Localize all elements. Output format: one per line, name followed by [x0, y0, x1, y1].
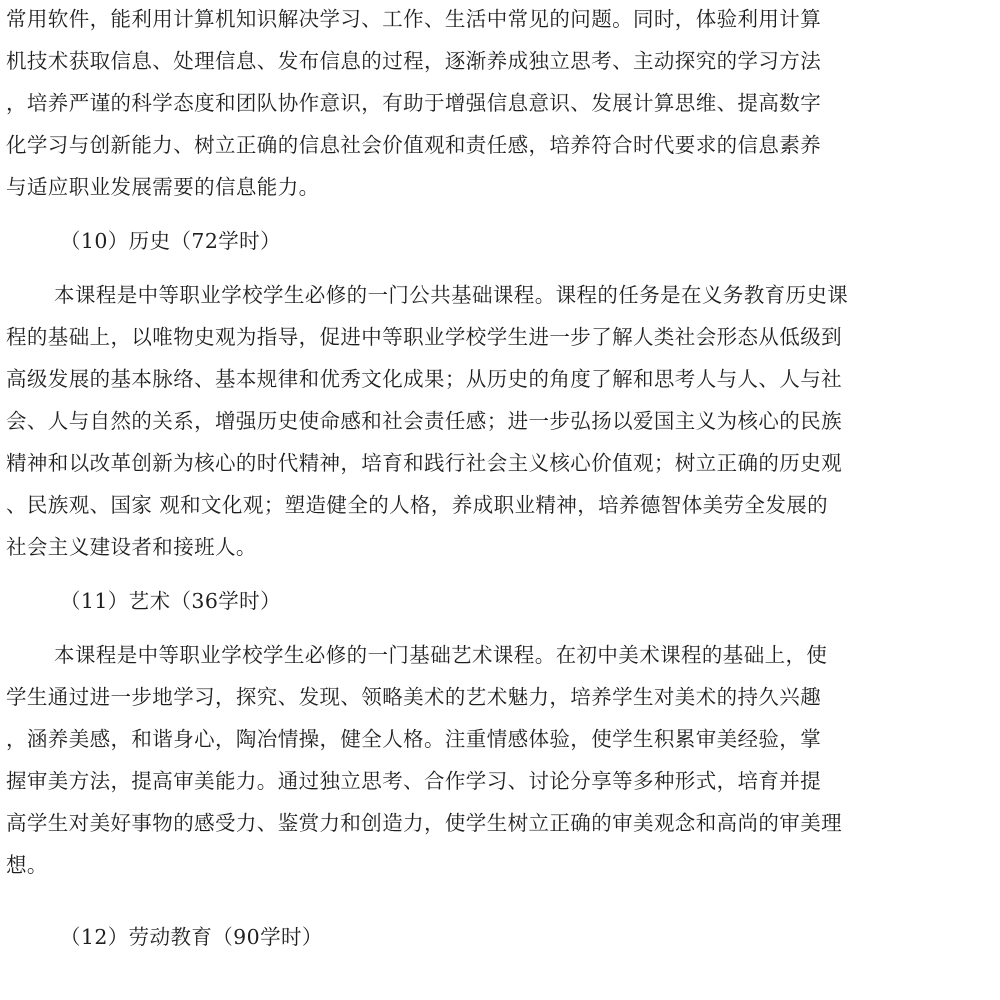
- paragraph-line: ，培养严谨的科学态度和团队协作意识，有助于增强信息意识、发展计算思维、提高数字: [6, 91, 822, 115]
- section-heading-labor-education: （12）劳动教育（90学时）: [60, 925, 323, 949]
- paragraph-line: 想。: [6, 853, 48, 877]
- paragraph-line: 会、人与自然的关系，增强历史使命感和社会责任感；进一步弘扬以爱国主义为核心的民族: [6, 409, 842, 433]
- paragraph-line: 精神和以改革创新为核心的时代精神，培育和践行社会主义核心价值观；树立正确的历史观: [6, 451, 842, 475]
- paragraph-line: 握审美方法，提高审美能力。通过独立思考、合作学习、讨论分享等多种形式，培育并提: [6, 769, 822, 793]
- paragraph-line: 学生通过进一步地学习，探究、发现、领略美术的艺术魅力，培养学生对美术的持久兴趣: [6, 685, 822, 709]
- paragraph-line: 程的基础上，以唯物史观为指导，促进中等职业学校学生进一步了解人类社会形态从低级到: [6, 325, 842, 349]
- paragraph-line: 本课程是中等职业学校学生必修的一门公共基础课程。课程的任务是在义务教育历史课: [54, 283, 849, 307]
- paragraph-line: 机技术获取信息、处理信息、发布信息的过程，逐渐养成独立思考、主动探究的学习方法: [6, 49, 822, 73]
- section-heading-art: （11）艺术（36学时）: [60, 589, 281, 613]
- paragraph-line: 高学生对美好事物的感受力、鉴赏力和创造力，使学生树立正确的审美观念和高尚的审美理: [6, 811, 842, 835]
- paragraph-line: 、民族观、国家 观和文化观；塑造健全的人格，养成职业精神，培养德智体美劳全发展的: [6, 493, 829, 517]
- paragraph-line: ，涵养美感，和谐身心，陶冶情操，健全人格。注重情感体验，使学生积累审美经验，掌: [6, 727, 822, 751]
- section-heading-history: （10）历史（72学时）: [60, 229, 281, 253]
- paragraph-line: 社会主义建设者和接班人。: [6, 535, 257, 559]
- paragraph-line: 高级发展的基本脉络、基本规律和优秀文化成果；从历史的角度了解和思考人与人、人与社: [6, 367, 842, 391]
- paragraph-line: 常用软件，能利用计算机知识解决学习、工作、生活中常见的问题。同时，体验利用计算: [6, 7, 822, 31]
- paragraph-line: 化学习与创新能力、树立正确的信息社会价值观和责任感，培养符合时代要求的信息素养: [6, 133, 822, 157]
- paragraph-line: 本课程是中等职业学校学生必修的一门基础艺术课程。在初中美术课程的基础上，使: [54, 643, 828, 667]
- paragraph-line: 与适应职业发展需要的信息能力。: [6, 175, 320, 199]
